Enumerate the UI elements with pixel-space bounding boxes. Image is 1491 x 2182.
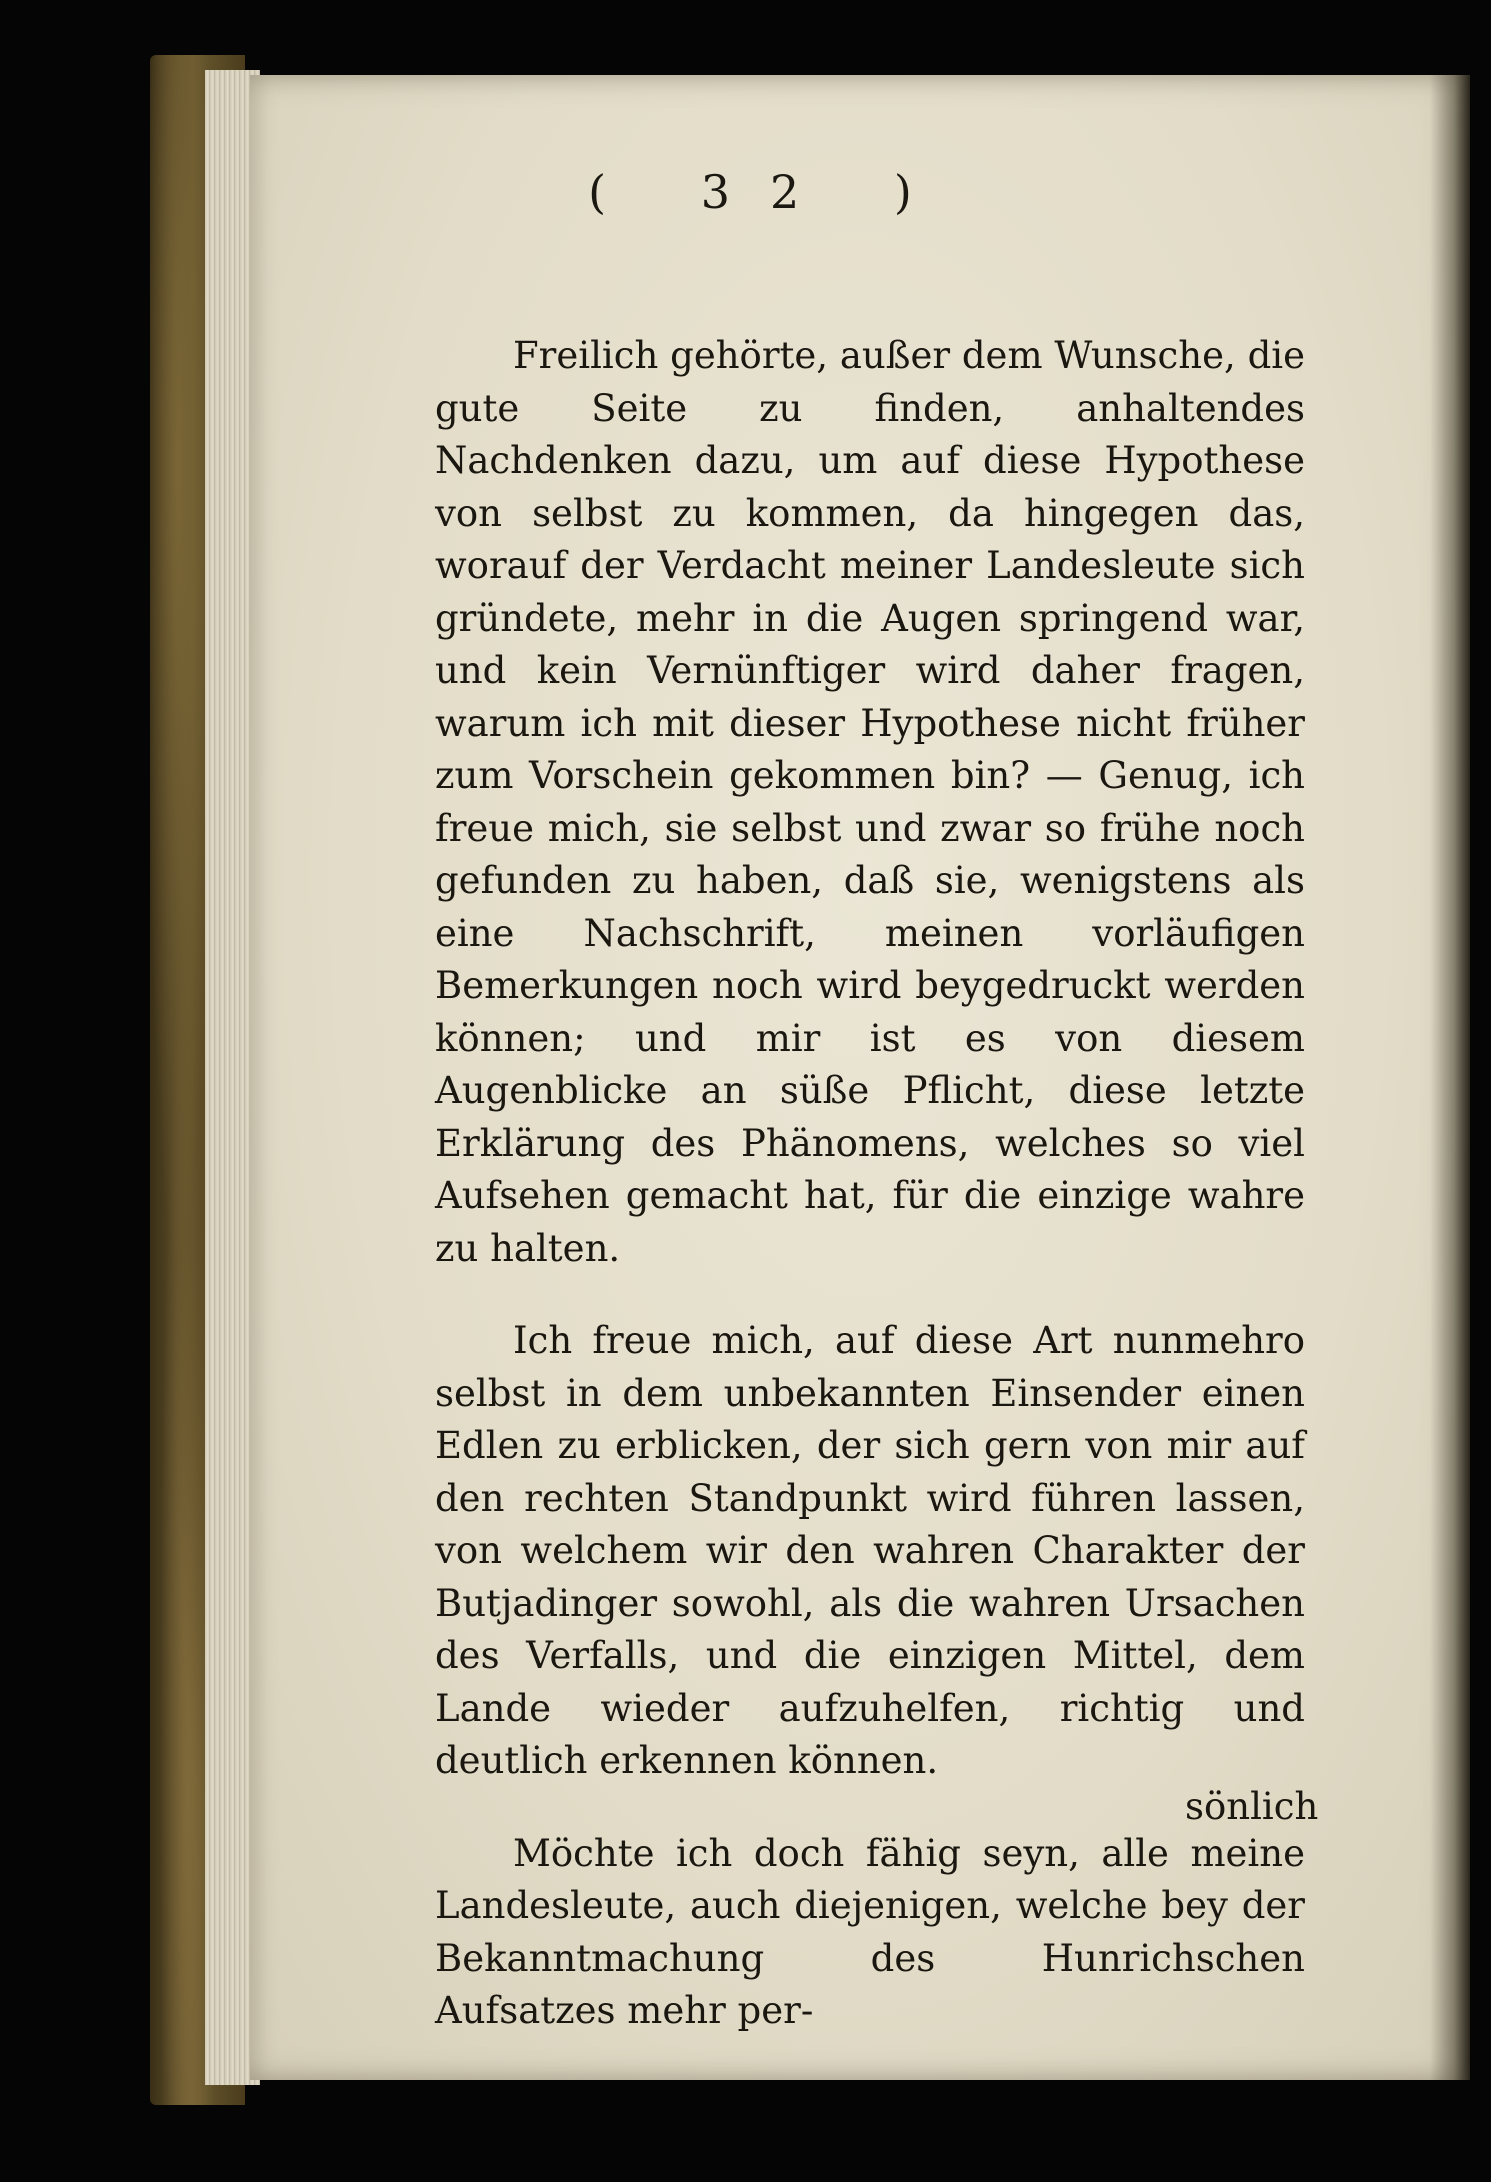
page-gutter-shadow	[1430, 75, 1470, 2080]
catchword: sönlich	[1185, 1785, 1319, 1828]
page-number: ( 32 )	[588, 165, 952, 219]
paragraph-3: Möchte ich doch fähig seyn, alle meine Landesleute, auch diejenigen, welche bey der Bekanntmachung des Hunrichschen Aufsatzes mehr per-	[435, 1831, 1305, 2032]
body-text	[435, 330, 1305, 2078]
paragraph-2: Ich freue mich, auf diese Art nunmehro selbst in dem unbekannten Einsender einen Edlen zu erblicken, der sich gern von mir auf den rechten Standpunkt wird führen lassen, von welchem wir den wahren Charakter der Butjadinger sowohl, als die wahren Ursachen des Verfalls, und die einzigen Mittel, dem Lande wieder aufzuhelfen, richtig und deutlich erkennen können.	[435, 1319, 1305, 1782]
paragraph-1: Freilich gehörte, außer dem Wunsche, die gute Seite zu finden, anhaltendes Nachdenken dazu, um auf diese Hypothese von selbst zu kommen, da hingegen das, worauf der Verdacht meiner Landesleute sich gründete, mehr in die Augen springend war, und kein Vernünftiger wird daher fragen, warum ich mit dieser Hypothese nicht früher zum Vorschein gekommen bin? — Genug, ich freue mich, sie selbst und zwar so frühe noch gefunden zu haben, daß sie, wenigstens als eine Nachschrift, meinen vorläufigen Bemerkungen noch wird beygedruckt werden können; und mir ist es von diesem Augenblicke an süße Pflicht, diese letzte Erklärung des Phänomens, welches so viel Aufsehen gemacht hat, für die einzige wahre zu halten.	[435, 334, 1305, 1270]
